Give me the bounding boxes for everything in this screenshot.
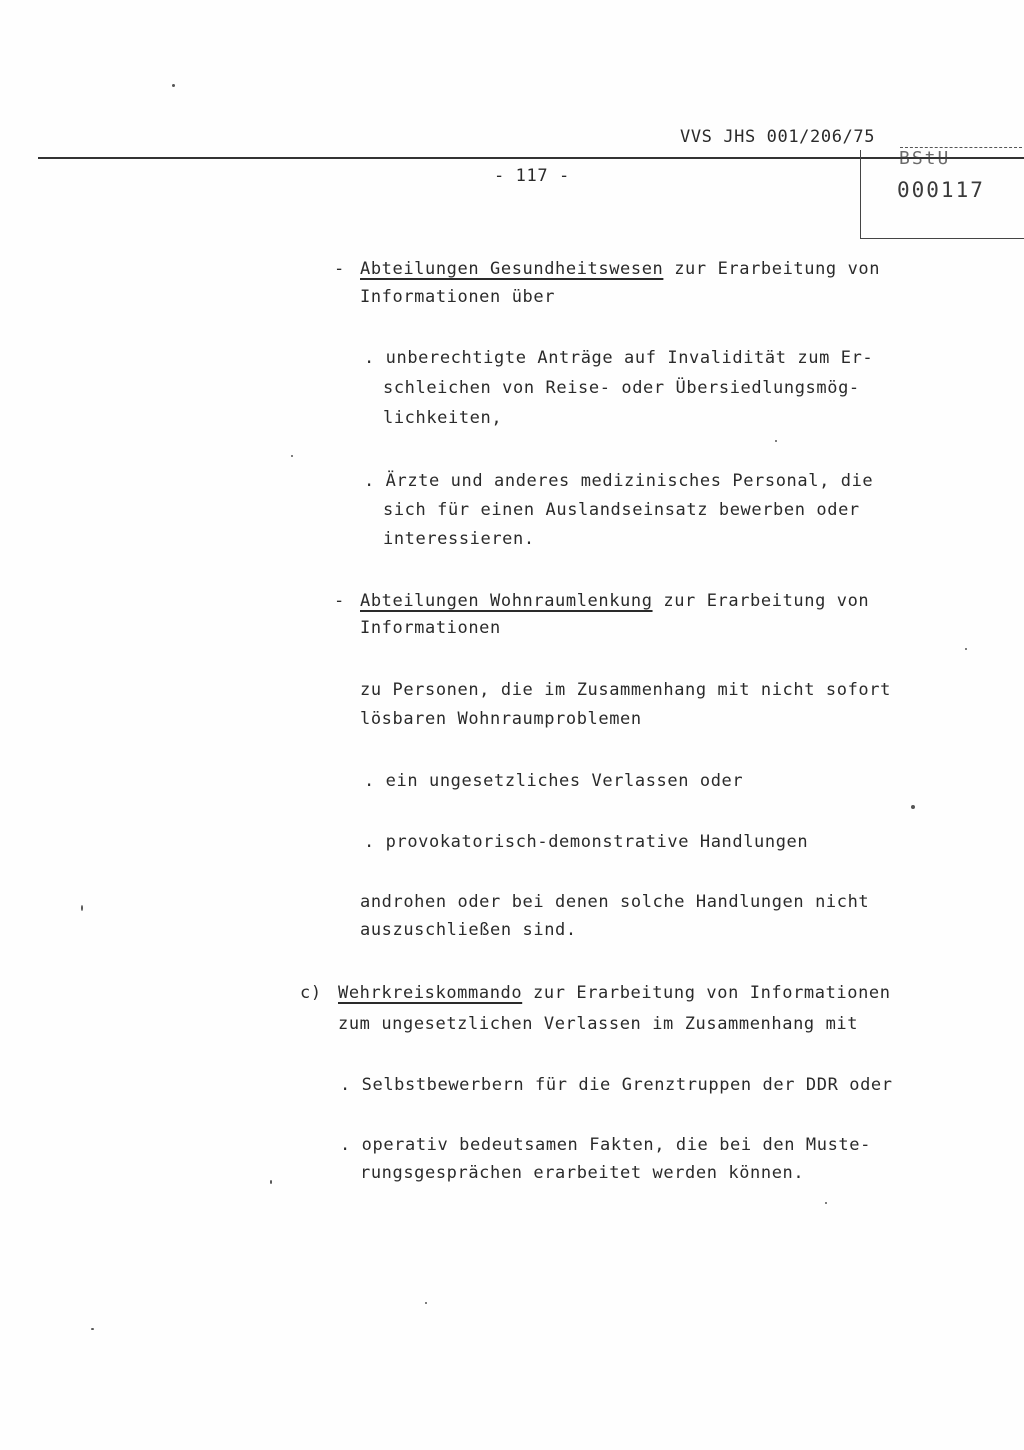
- item1-bullet2-line3: interessieren.: [383, 529, 535, 549]
- item2-bullet1: . ein ungesetzliches Verlassen oder: [364, 771, 744, 791]
- scan-speck: [81, 905, 83, 911]
- archive-stamp: [860, 150, 1024, 239]
- item1-bullet2-line2: sich für einen Auslandseinsatz bewerben oder: [383, 500, 860, 520]
- scan-speck: [775, 440, 777, 442]
- item3-bullet2-line2: rungsgesprächen erarbeitet werden können.: [360, 1163, 805, 1183]
- item3-bullet1: . Selbstbewerbern für die Grenztruppen der DDR oder: [340, 1075, 893, 1095]
- scan-speck: [911, 805, 915, 809]
- item2-heading: [360, 590, 869, 612]
- item1-bullet2-line1: . Ärzte und anderes medizinisches Personal, die: [364, 471, 874, 491]
- item2-title: Abteilungen Wohnraumlenkung: [360, 591, 653, 611]
- item3-heading: [338, 982, 891, 1004]
- item1-line2: Informationen über: [360, 287, 556, 307]
- page-number: - 117 -: [494, 166, 570, 186]
- scan-speck: [825, 1202, 827, 1204]
- item3-marker: c): [300, 983, 322, 1003]
- stamp-label: BStU: [899, 148, 951, 169]
- item1-dash: -: [334, 259, 345, 279]
- item2-close-line1: androhen oder bei denen solche Handlungen nicht: [360, 892, 870, 912]
- item3-rest: zur Erarbeitung von Informationen: [522, 983, 891, 1003]
- item2-line2: Informationen: [360, 618, 501, 638]
- document-reference: VVS JHS 001/206/75: [680, 127, 876, 147]
- scan-speck: [270, 1180, 272, 1184]
- scan-speck: [965, 648, 967, 650]
- item1-bullet1-line2: schleichen von Reise- oder Übersiedlungsmög-: [383, 378, 860, 398]
- scan-speck: [172, 84, 175, 87]
- item3-line2: zum ungesetzlichen Verlassen im Zusammenhang mit: [338, 1014, 859, 1034]
- item1-heading: [360, 258, 880, 280]
- item1-bullet1-line3: lichkeiten,: [383, 408, 503, 428]
- item2-para-line2: lösbaren Wohnraumproblemen: [360, 709, 642, 729]
- scan-speck: [425, 1302, 427, 1304]
- item1-rest: zur Erarbeitung von: [663, 259, 881, 279]
- item3-bullet2-line1: . operativ bedeutsamen Fakten, die bei den Muste-: [340, 1135, 871, 1155]
- item3-title: Wehrkreiskommando: [338, 983, 523, 1003]
- stamp-number: 000117: [897, 178, 985, 202]
- item1-bullet1-line1: . unberechtigte Anträge auf Invalidität zum Er-: [364, 348, 874, 368]
- item2-dash: -: [334, 591, 345, 611]
- scan-speck: [291, 455, 293, 457]
- item2-bullet2: . provokatorisch-demonstrative Handlungen: [364, 832, 809, 852]
- item1-title: Abteilungen Gesundheitswesen: [360, 259, 664, 279]
- item2-rest: zur Erarbeitung von: [652, 591, 870, 611]
- scan-speck: [91, 1328, 94, 1330]
- item2-close-line2: auszuschließen sind.: [360, 920, 577, 940]
- item2-para-line1: zu Personen, die im Zusammenhang mit nicht sofort: [360, 680, 891, 700]
